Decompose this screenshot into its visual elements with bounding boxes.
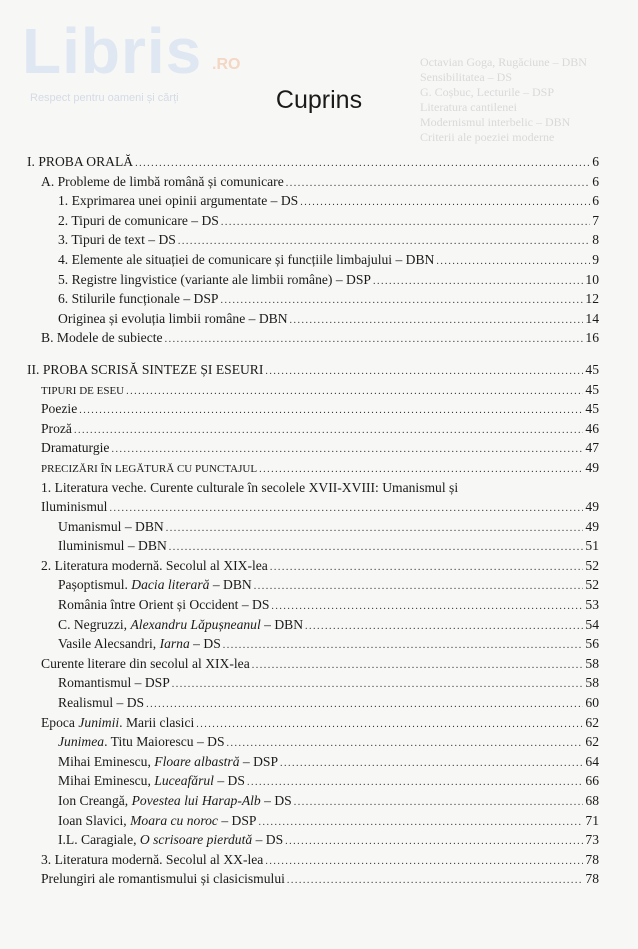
toc-page-number: 71: [585, 812, 599, 828]
watermark-domain: .RO: [212, 56, 241, 73]
toc-entry: [27, 289, 599, 309]
dot-leader: [227, 734, 584, 754]
toc-page-number: 62: [585, 734, 599, 750]
toc-entry-title: 6. Stilurile funcționale – DSP: [58, 291, 219, 307]
dot-leader: [166, 519, 584, 539]
toc-page-number: 14: [585, 310, 599, 326]
toc-page-number: 62: [585, 714, 599, 730]
toc-entry-title: PRECIZĂRI ÎN LEGĂTURĂ CU PUNCTAJUL: [41, 462, 258, 475]
toc-entry-title: Prelungiri ale romantismului și clasicismului: [41, 871, 285, 887]
toc-entry-title: [58, 830, 283, 850]
toc-entry: [27, 575, 599, 595]
toc-entry-title: Iluminismul: [41, 499, 108, 515]
dot-leader: [287, 871, 584, 891]
bleed-through-line: Literatura cantilenei: [420, 100, 517, 114]
bleed-through-line: Octavian Goga, Rugăciune – DBN: [420, 55, 587, 69]
toc-page-number: 45: [585, 401, 599, 417]
toc-entry: [27, 328, 599, 348]
toc-entry-title: Romantismul – DSP: [58, 675, 170, 691]
toc-entry: [27, 791, 599, 811]
toc-entry-work-title: Iarna: [159, 636, 190, 652]
dot-leader: [258, 813, 583, 833]
dot-leader: [373, 272, 583, 292]
dot-leader: [165, 330, 584, 350]
toc-entry: [27, 438, 599, 458]
toc-entry: [27, 380, 599, 400]
dot-leader: [221, 213, 590, 233]
dot-leader: [265, 852, 583, 872]
toc-entry-title-part: Ioan Slavici,: [58, 812, 131, 828]
bleed-through-line: Modernismul interbelic – DBN: [420, 115, 571, 129]
toc-page-number: 6: [592, 193, 599, 209]
toc-page-number: 52: [585, 557, 599, 573]
toc-page-number: 58: [585, 675, 599, 691]
toc-entry-title-part: . Marii clasici: [119, 714, 195, 730]
dot-leader: [146, 695, 583, 715]
toc-page-number: 47: [585, 440, 599, 456]
dot-leader: [172, 675, 584, 695]
toc-entry-work-title: Floare albastră: [154, 753, 240, 769]
toc-entry-title-part: I.L. Caragiale,: [58, 832, 140, 848]
bleed-through-line: Criterii ale poeziei moderne: [420, 130, 555, 144]
toc-entry: [27, 771, 599, 791]
toc-entry-title: II. PROBA SCRISĂ SINTEZE ȘI ESEURI: [27, 361, 264, 377]
toc-page-number: 78: [585, 851, 599, 867]
toc-entry: [27, 309, 599, 329]
toc-entry: [27, 458, 599, 478]
toc-entry: [27, 478, 599, 498]
toc-entry: [27, 211, 599, 231]
toc-entry-title: 2. Literatura modernă. Secolul al XIX-lea: [41, 557, 268, 573]
toc-entry-work-title: O scrisoare pierdută: [139, 832, 253, 848]
toc-page-number: 66: [585, 773, 599, 789]
toc-page-number: 8: [592, 232, 599, 248]
toc-entry-title: B. Modele de subiecte: [41, 330, 163, 346]
toc-page-number: 60: [585, 695, 599, 711]
toc-entry-work-title: Junimii: [78, 714, 120, 730]
toc-entry-work-title: Moara cu noroc: [130, 812, 218, 828]
dot-leader: [126, 382, 583, 402]
toc-entry-work-title: Povestea lui Harap-Alb: [131, 793, 261, 808]
toc-entry-title: 2. Tipuri de comunicare – DS: [58, 212, 219, 228]
toc-page-number: 16: [585, 330, 599, 346]
toc-entry: [27, 693, 599, 713]
toc-entry-work-title: Dacia literară: [131, 577, 210, 593]
toc-entry-work-title: Alexandru Lăpușneanul: [130, 616, 261, 632]
toc-page-number: 64: [585, 753, 599, 769]
toc-entry: [27, 830, 599, 850]
toc-entry-title: [58, 791, 292, 811]
toc-entry-title: 1. Literatura veche. Curente culturale în secolele XVII-XVIII: Umanismul și: [41, 479, 459, 495]
toc-entry: [27, 654, 599, 674]
toc-entry-title-part: – DBN: [260, 616, 304, 632]
toc-entry-title: [58, 732, 225, 752]
toc-entry: [27, 556, 599, 576]
dot-leader: [111, 440, 583, 460]
toc-entry-title-part: Ion Creangă,: [58, 793, 132, 808]
watermark-tagline: Respect pentru oameni și cărți: [30, 92, 179, 104]
toc-page-number: 49: [585, 459, 599, 475]
dot-leader: [196, 715, 583, 735]
dot-leader: [109, 499, 583, 519]
toc-page-number: 52: [585, 577, 599, 593]
toc-page-number: 12: [585, 291, 599, 307]
dot-leader: [436, 252, 590, 272]
dot-leader: [300, 193, 590, 213]
dot-leader: [280, 754, 583, 774]
toc-entry: [27, 270, 599, 290]
toc-entry: [27, 869, 599, 889]
toc-entry-title-part: Vasile Alecsandri,: [58, 636, 160, 652]
toc-entry-title: [58, 771, 245, 791]
toc-entry: [27, 615, 599, 635]
toc-entry-title-part: C. Negruzzi,: [58, 616, 131, 632]
dot-leader: [223, 636, 584, 656]
toc-entry-title-part: Mihai Eminescu,: [58, 753, 155, 769]
dot-leader: [254, 577, 584, 597]
toc-entry-title: 3. Literatura modernă. Secolul al XX-lea: [41, 851, 264, 867]
toc-page-number: 45: [585, 381, 599, 397]
toc-entry-title: 3. Tipuri de text – DS: [58, 232, 176, 248]
toc-page-number: 6: [592, 154, 599, 169]
toc-page-number: 73: [585, 832, 599, 848]
toc-entry-title: Curente literare din secolul al XIX-lea: [41, 655, 250, 671]
toc-entry-title: [58, 615, 303, 635]
toc-entry: [27, 595, 599, 615]
dot-leader: [285, 832, 583, 852]
toc-entry-title: 5. Registre lingvistice (variante ale limbii române) – DSP: [58, 271, 371, 287]
toc-entry: [27, 360, 599, 380]
dot-leader: [247, 773, 583, 793]
toc-page-number: 6: [592, 173, 599, 189]
toc-entry-title-part: Epoca: [41, 714, 79, 730]
toc-page-number: 49: [585, 499, 599, 515]
toc-entry-title: [58, 752, 278, 772]
page-title: Cuprins: [275, 86, 363, 114]
toc-entry-title-part: – DS: [260, 793, 292, 808]
toc-entry-title-part: Pașoptismul.: [58, 577, 132, 593]
toc-entry-title: 1. Exprimarea unei opinii argumentate – DS: [58, 193, 299, 209]
toc-entry: [27, 250, 599, 270]
toc-entry: [27, 673, 599, 693]
dot-leader: [270, 558, 584, 578]
toc-entry-title: TIPURI DE ESEU: [41, 384, 125, 397]
dot-leader: [74, 421, 583, 441]
toc-entry-title-part: Mihai Eminescu,: [58, 773, 155, 789]
dot-leader: [290, 311, 584, 331]
toc-entry-title-part: – DS: [252, 832, 284, 848]
toc-entry: [27, 634, 599, 654]
toc-entry-title: Realismul – DS: [58, 695, 145, 711]
toc-entry-title: România între Orient și Occident – DS: [58, 597, 270, 613]
toc-entry-title: [58, 634, 221, 654]
toc-entry-title: 4. Elemente ale situației de comunicare și funcțiile limbajului – DBN: [58, 251, 435, 267]
toc-entry: [27, 497, 599, 517]
bleed-through-line: Sensibilitatea – DS: [420, 70, 512, 84]
toc-page-number: 54: [585, 616, 599, 632]
dot-leader: [271, 597, 583, 617]
dot-leader: [286, 174, 590, 194]
toc-entry: [27, 191, 599, 211]
toc-entry-title: Dramaturgie: [41, 440, 110, 456]
toc-entry: [27, 152, 599, 172]
toc-entry-title: Iluminismul – DBN: [58, 538, 167, 554]
bleed-through-line: G. Coșbuc, Lecturile – DSP: [420, 85, 554, 99]
toc-page-number: 58: [585, 655, 599, 671]
toc-entry-title: I. PROBA ORALĂ: [27, 154, 134, 169]
toc-entry-title-part: – DS: [189, 636, 221, 652]
toc-entry-title-part: – DS: [213, 773, 245, 789]
toc-entry: [27, 850, 599, 870]
toc-entry-title-part: – DSP: [217, 812, 257, 828]
toc-entry: [27, 811, 599, 831]
dot-leader: [265, 362, 583, 382]
toc-entry-title: Poezie: [41, 401, 78, 417]
toc-entry: [27, 536, 599, 556]
toc-entry-title: [58, 811, 256, 831]
toc-page-number: 49: [585, 518, 599, 534]
dot-leader: [252, 656, 584, 676]
watermark-brand: Libris: [22, 15, 203, 87]
toc-entry-work-title: Junimea: [58, 734, 105, 750]
toc-entry-title: Umanismul – DBN: [58, 518, 164, 534]
toc-entry-work-title: Luceafărul: [154, 773, 214, 789]
toc-page-number: 78: [585, 871, 599, 887]
table-of-contents: [27, 152, 599, 889]
dot-leader: [305, 617, 583, 637]
toc-page-number: 9: [592, 251, 599, 267]
toc-entry-title-part: – DBN: [209, 577, 252, 593]
toc-entry-title: Proză: [41, 420, 72, 436]
toc-entry-title: [58, 575, 252, 595]
toc-entry: [27, 732, 599, 752]
toc-entry: [27, 713, 599, 733]
toc-entry-title-part: . Titu Maiorescu – DS: [104, 734, 225, 750]
toc-entry: [27, 399, 599, 419]
toc-page-number: 45: [585, 361, 599, 377]
toc-entry-title: [41, 713, 194, 733]
toc-entry: [27, 172, 599, 192]
toc-page-number: 53: [585, 597, 599, 613]
dot-leader: [294, 793, 584, 813]
toc-page-number: 51: [585, 538, 599, 554]
toc-page-number: 46: [585, 420, 599, 436]
toc-page-number: 56: [585, 636, 599, 652]
toc-entry: [27, 419, 599, 439]
toc-page-number: 68: [585, 793, 599, 808]
toc-page-number: 7: [592, 212, 599, 228]
dot-leader: [79, 401, 583, 421]
toc-entry: [27, 230, 599, 250]
toc-entry-title-part: – DSP: [239, 753, 279, 769]
toc-entry: [27, 517, 599, 537]
toc-entry-title: Originea și evoluția limbii române – DBN: [58, 310, 288, 326]
toc-page-number: 10: [585, 271, 599, 287]
toc-entry: [27, 752, 599, 772]
toc-entry-title: A. Probleme de limbă română și comunicare: [41, 173, 284, 189]
